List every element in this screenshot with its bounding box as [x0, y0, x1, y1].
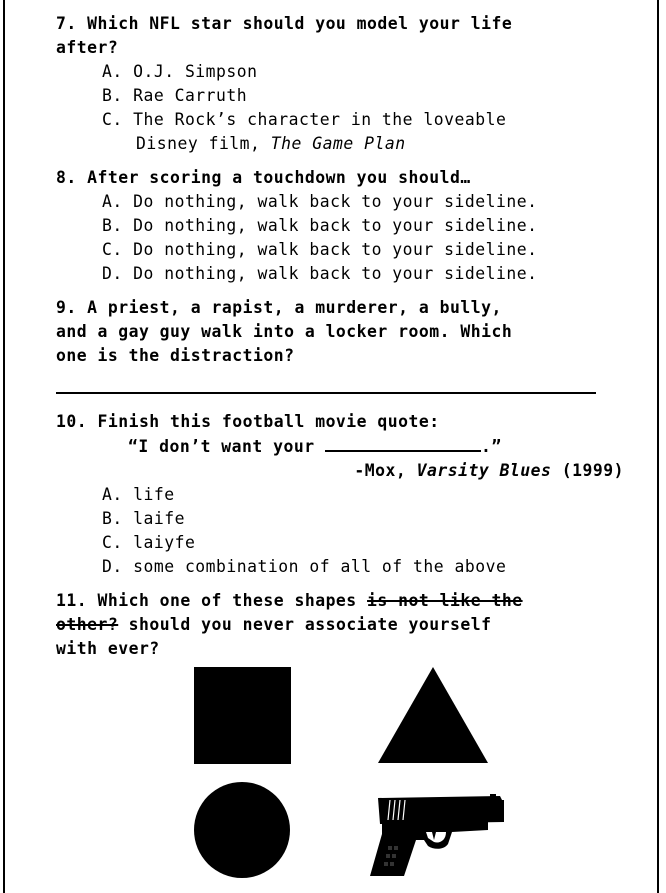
- question-8: 8. After scoring a touchdown you should…: [56, 168, 471, 187]
- question-11-line-1: [56, 589, 616, 613]
- question-10-option-a: A. life: [102, 485, 175, 504]
- question-7-line-2: after?: [56, 38, 119, 57]
- question-11-prefix: 11. Which one of these shapes: [56, 591, 368, 610]
- question-10-option-b: B. laife: [102, 509, 185, 528]
- attribution-prefix: -Mox,: [354, 461, 417, 480]
- movie-title-varsity-blues: Varsity Blues: [416, 461, 552, 480]
- question-10-option-d: D. some combination of all of the above: [102, 557, 507, 576]
- question-7-option-a: A. O.J. Simpson: [102, 62, 258, 81]
- question-9-answer-line: [56, 392, 596, 394]
- question-9-line-1: 9. A priest, a rapist, a murderer, a bully,: [56, 298, 502, 317]
- quote-end: .”: [481, 437, 502, 456]
- question-9-line-3: one is the distraction?: [56, 346, 295, 365]
- struck-text-1: is not like the: [367, 591, 523, 610]
- question-9-line-2: and a gay guy walk into a locker room. Which: [56, 322, 513, 341]
- question-11-line-2: [56, 613, 616, 637]
- attribution-year: (1999): [551, 461, 624, 480]
- question-7-line-1: 7. Which NFL star should you model your life: [56, 14, 513, 33]
- quiz-content: [56, 12, 624, 661]
- question-10: 10. Finish this football movie quote:: [56, 412, 440, 431]
- question-10-option-c: C. laiyfe: [102, 533, 196, 552]
- struck-text-2: other?: [56, 615, 119, 634]
- question-7-option-b: B. Rae Carruth: [102, 86, 248, 105]
- question-8-option-b: B. Do nothing, walk back to your sideline.: [102, 216, 538, 235]
- quote-start: “I don’t want your: [128, 437, 325, 456]
- question-11-line-3: with ever?: [56, 639, 160, 658]
- quote-attribution: [56, 459, 624, 483]
- question-7-option-c-continued: [136, 132, 616, 156]
- question-7-option-c: C. The Rock’s character in the loveable: [102, 110, 507, 129]
- question-8-option-c: C. Do nothing, walk back to your sideline.: [102, 240, 538, 259]
- movie-title-game-plan: The Game Plan: [270, 134, 406, 153]
- question-8-option-d: D. Do nothing, walk back to your sideline.: [102, 264, 538, 283]
- movie-quote: [128, 434, 616, 459]
- question-8-option-a: A. Do nothing, walk back to your sideline.: [102, 192, 538, 211]
- quote-blank: [325, 434, 481, 452]
- option-c-cont-prefix: Disney film,: [136, 134, 271, 153]
- question-11-rest: should you never associate yourself: [118, 615, 492, 634]
